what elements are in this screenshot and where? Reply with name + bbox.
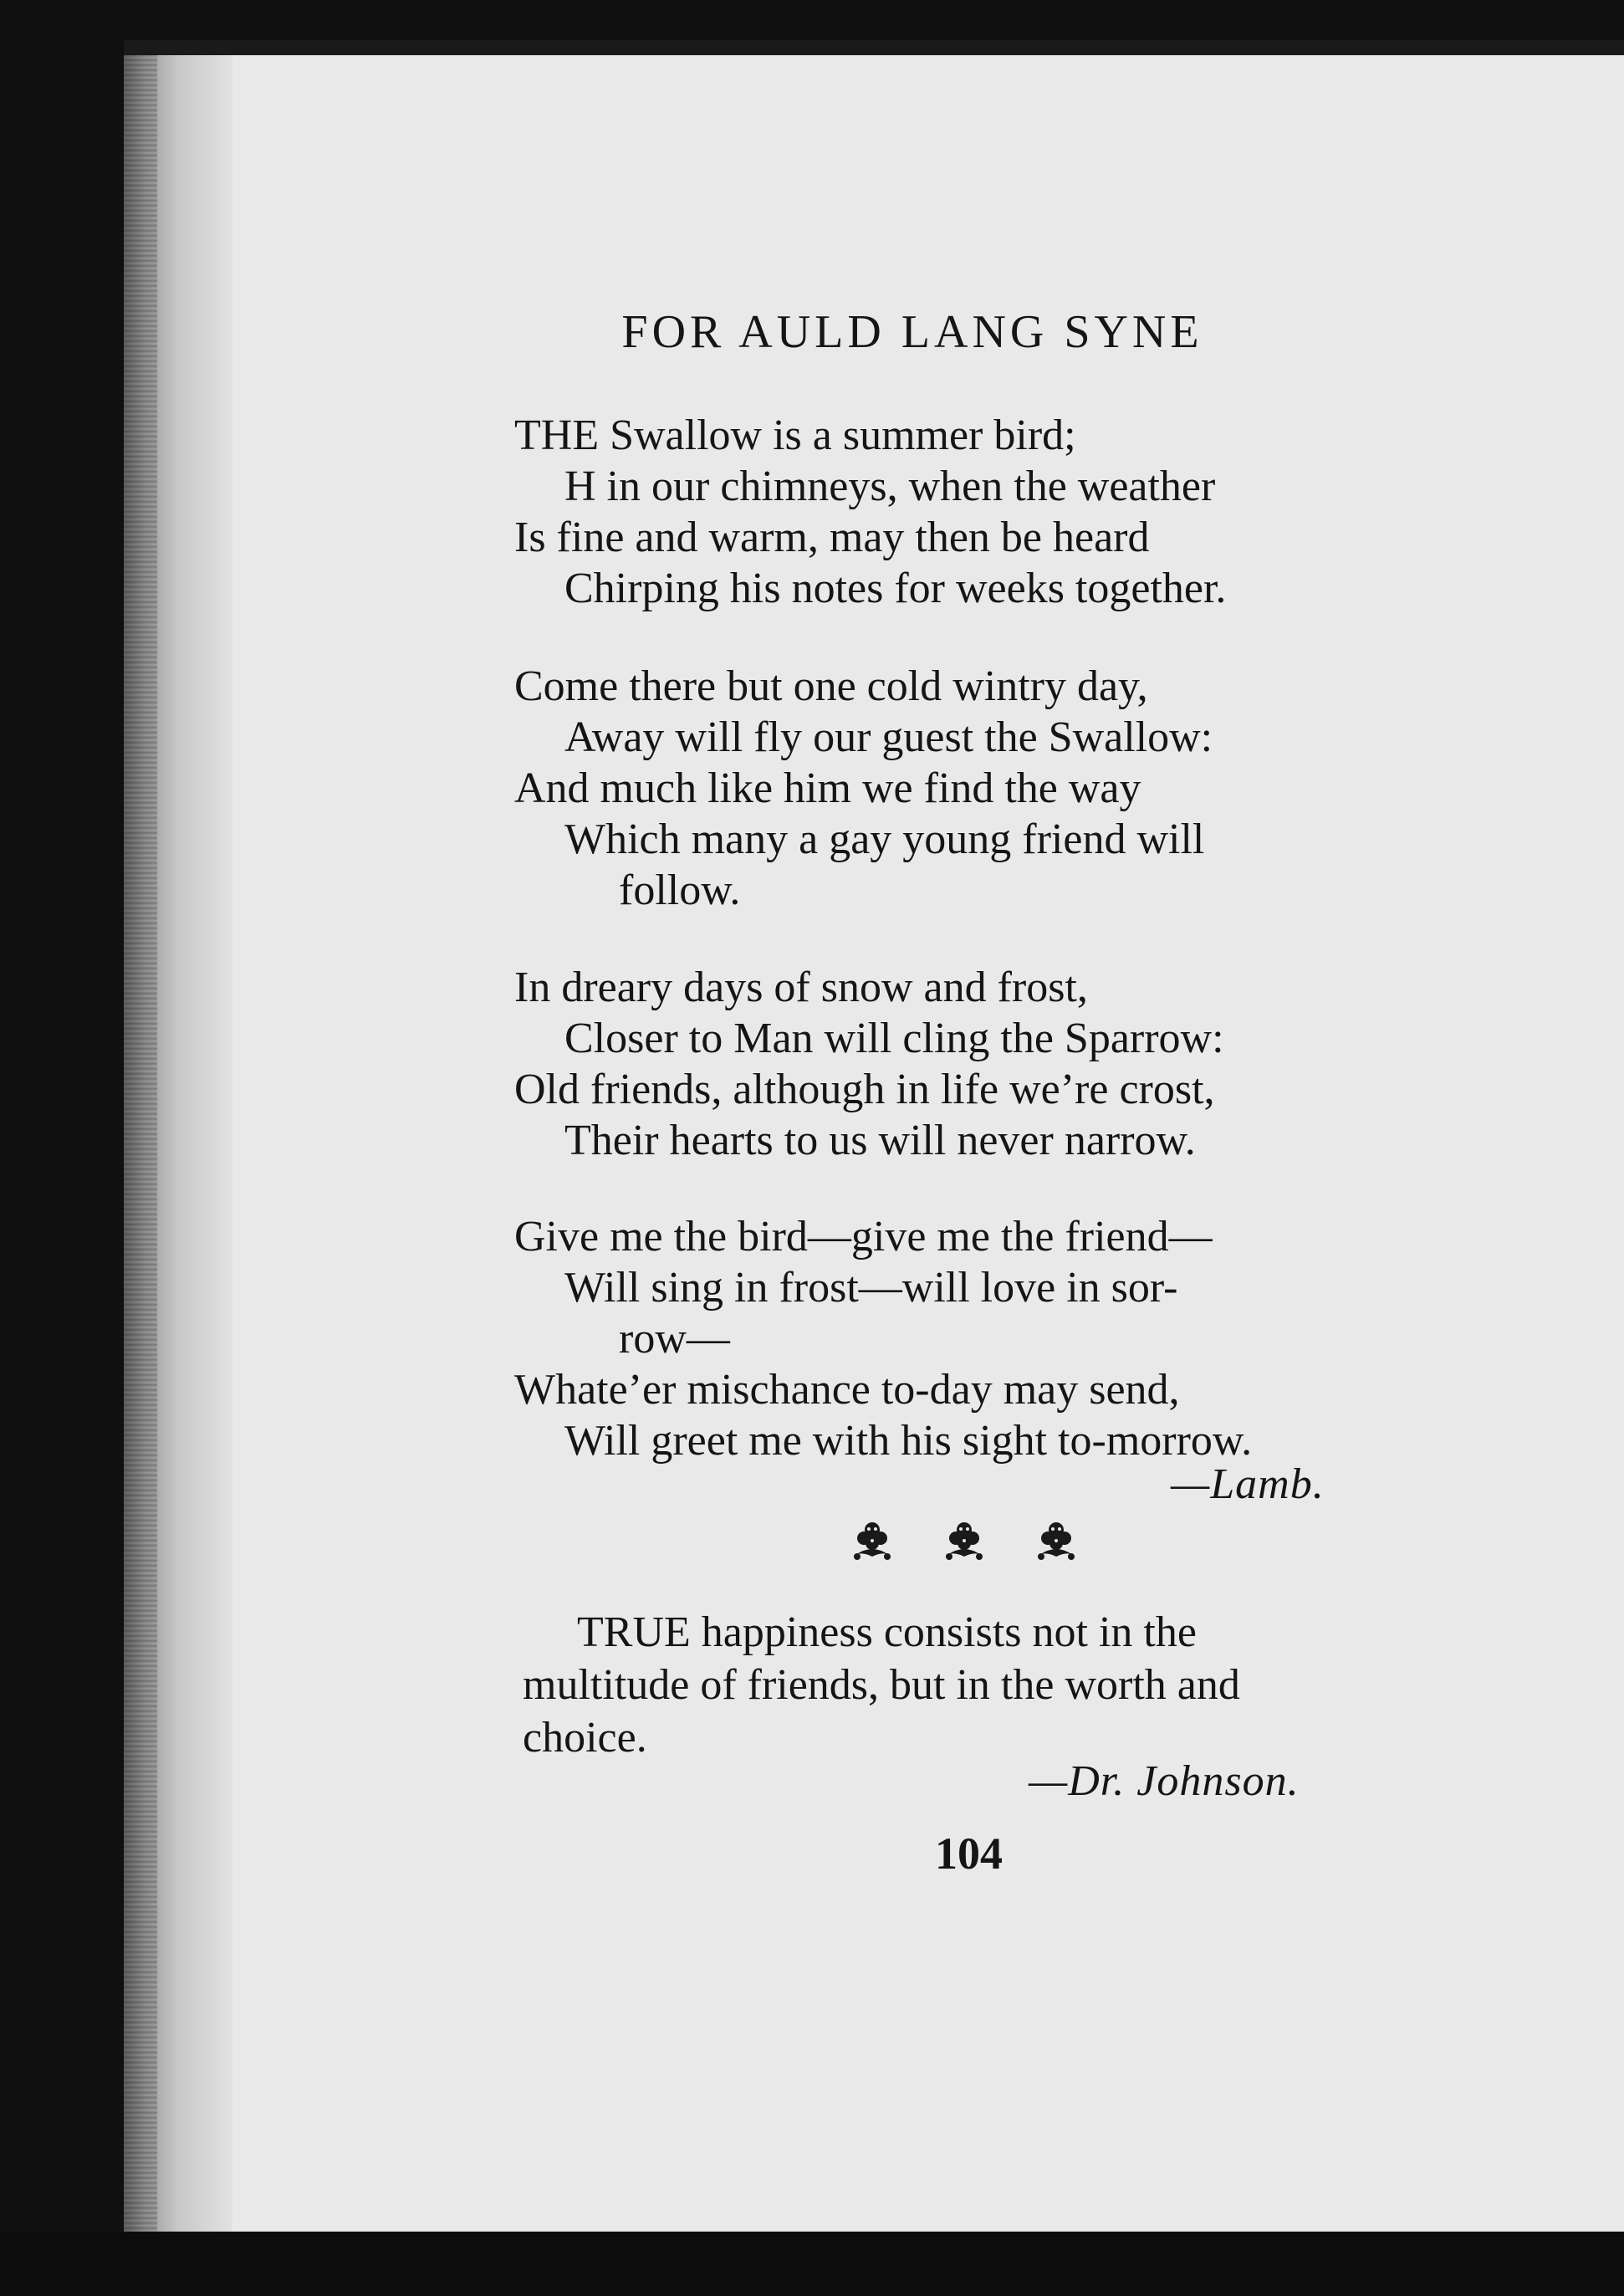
- poem-line: Whate’er mischance to-day may send,: [514, 1366, 1180, 1414]
- poem-line: follow.: [619, 867, 741, 914]
- poem-line: Will sing in frost—will love in sor-: [564, 1264, 1178, 1312]
- stanza-1: [514, 410, 1434, 614]
- poem-line: Give me the bird—give me the friend—: [514, 1213, 1213, 1260]
- poem-attribution: —Lamb.: [1171, 1460, 1325, 1508]
- poem-line: H in our chimneys, when the weather: [564, 463, 1216, 510]
- poem-line: Which many a gay young friend will: [564, 816, 1205, 863]
- page-number: 104: [935, 1828, 1003, 1879]
- poem-line: Chirping his notes for weeks together.: [564, 565, 1227, 612]
- poem-line: Their hearts to us will never narrow.: [564, 1117, 1196, 1164]
- quote-line: multitude of friends, but in the worth and: [523, 1661, 1240, 1709]
- quote-paragraph: [523, 1606, 1417, 1764]
- poem-line: Closer to Man will cling the Sparrow:: [564, 1015, 1224, 1062]
- poem-line: Old friends, although in life we’re crost,: [514, 1066, 1215, 1113]
- floral-ornament-icon: [1033, 1518, 1080, 1565]
- floral-ornament-icon: [849, 1518, 896, 1565]
- stanza-3: [514, 962, 1434, 1166]
- poem-line: row—: [619, 1315, 730, 1363]
- stanza-4: [514, 1211, 1434, 1466]
- poem-line: Away will fly our guest the Swallow:: [564, 713, 1213, 761]
- quote-attribution: —Dr. Johnson.: [1029, 1757, 1300, 1805]
- ornament-divider: [849, 1518, 1100, 1568]
- floral-ornament-icon: [941, 1518, 988, 1565]
- poem-line: Come there but one cold wintry day,: [514, 662, 1148, 710]
- quote-line: TRUE happiness consists not in the: [577, 1608, 1197, 1656]
- poem-line: In dreary days of snow and frost,: [514, 964, 1088, 1011]
- poem-line: Is fine and warm, may then be heard: [514, 514, 1150, 561]
- quote-line: choice.: [523, 1714, 647, 1762]
- poem-title: FOR AULD LANG SYNE: [621, 306, 1203, 358]
- stanza-2: [514, 661, 1434, 916]
- poem-line: THE Swallow is a summer bird;: [514, 412, 1076, 459]
- poem-line: Will greet me with his sight to-morrow.: [564, 1417, 1253, 1465]
- poem-line: And much like him we find the way: [514, 764, 1141, 812]
